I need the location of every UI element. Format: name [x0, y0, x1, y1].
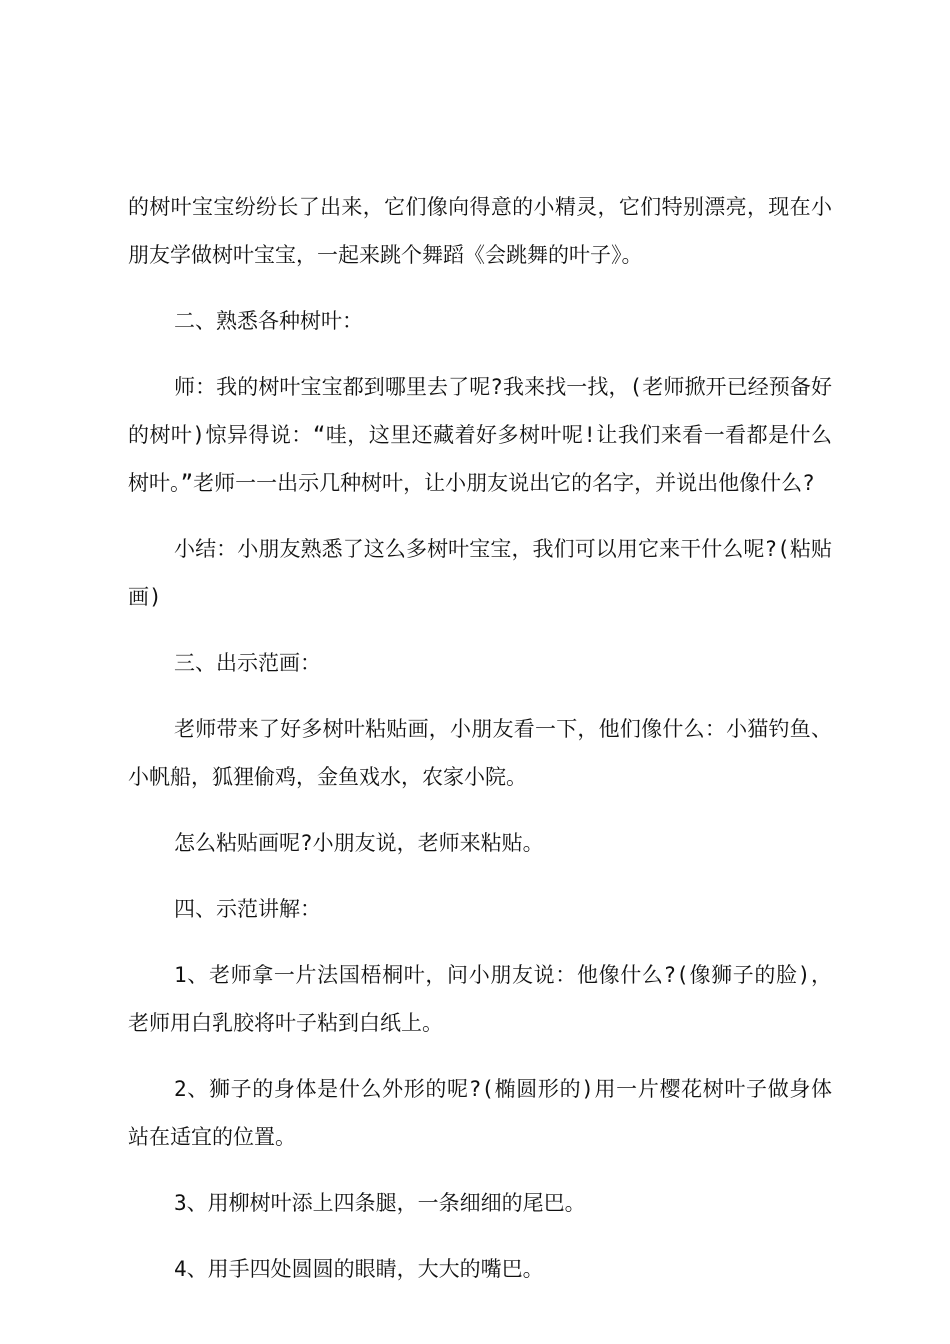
paragraph-summary: 小结：小朋友熟悉了这么多树叶宝宝，我们可以用它来干什么呢?(粘贴画) [128, 537, 832, 609]
paragraph-question: 怎么粘贴画呢?小朋友说，老师来粘贴。 [174, 831, 544, 855]
paragraph-continuation: 的树叶宝宝纷纷长了出来，它们像向得意的小精灵，它们特别漂亮，现在小朋友学做树叶宝宝，一起来跳个舞蹈《会跳舞的叶子》。 [128, 195, 832, 267]
section-heading-3: 三、出示范画： [174, 651, 321, 675]
step-1: 1、老师拿一片法国梧桐叶，问小朋友说：他像什么?(像狮子的脸)，老师用白乳胶将叶子粘到白纸上。 [128, 963, 832, 1035]
section-heading-4: 四、示范讲解： [174, 897, 321, 921]
paragraph-teacher: 师：我的树叶宝宝都到哪里去了呢?我来找一找，(老师掀开已经预备好的树叶)惊异得说：“哇，这里还藏着好多树叶呢!让我们来看一看都是什么树叶。”老师一一出示几种树叶，让小朋友说出它的名字，并说出他像什么? [128, 375, 832, 495]
step-3: 3、用柳树叶添上四条腿，一条细细的尾巴。 [174, 1191, 586, 1215]
section-heading-2: 二、熟悉各种树叶： [174, 309, 363, 333]
paragraph-examples: 老师带来了好多树叶粘贴画，小朋友看一下，他们像什么：小猫钓鱼、小帆船，狐狸偷鸡，金鱼戏水，农家小院。 [128, 717, 832, 789]
document-body [128, 183, 832, 1311]
step-2: 2、狮子的身体是什么外形的呢?(椭圆形的)用一片樱花树叶子做身体站在适宜的位置。 [128, 1077, 832, 1149]
step-4: 4、用手四处圆圆的眼睛，大大的嘴巴。 [174, 1257, 544, 1281]
